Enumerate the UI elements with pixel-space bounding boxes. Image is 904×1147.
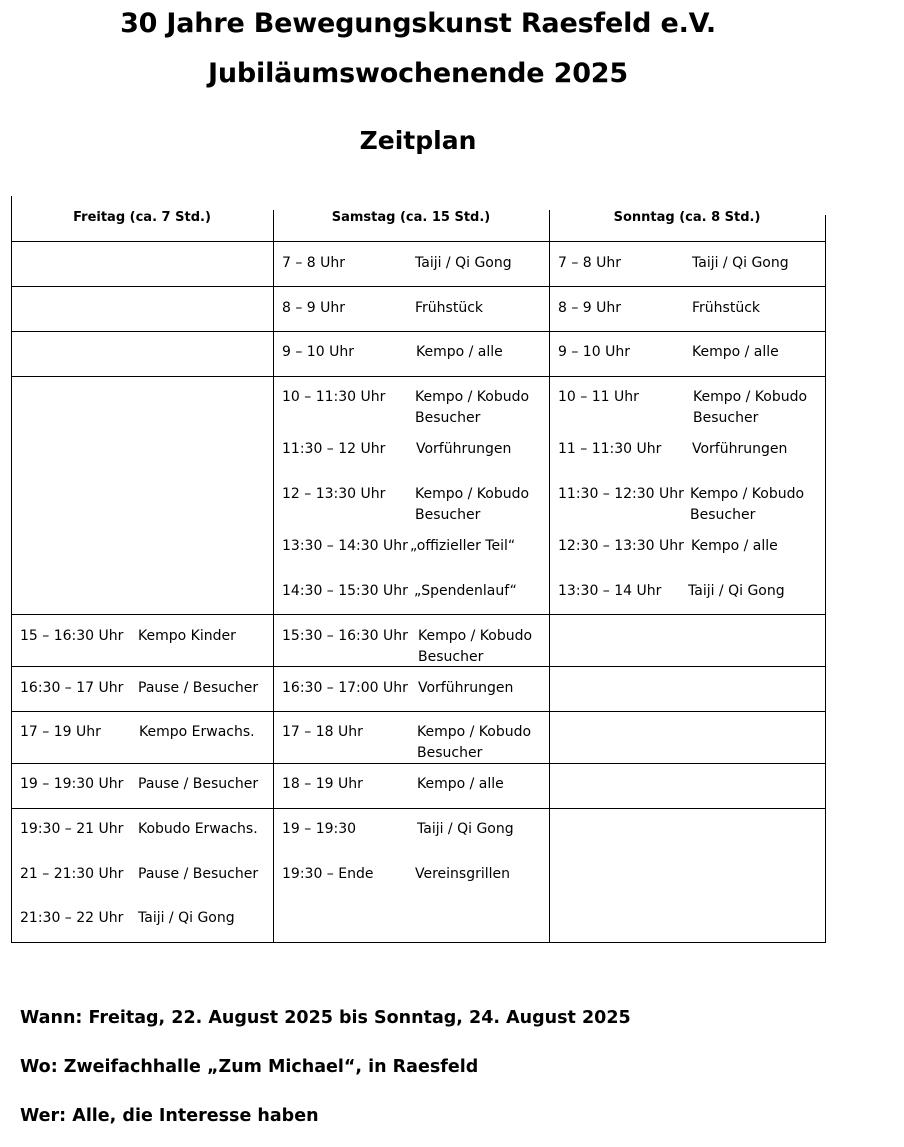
row-divider bbox=[11, 711, 826, 712]
saturday-activity: Kempo / Kobudo Besucher bbox=[415, 389, 530, 426]
saturday-activity: Vorführungen bbox=[418, 680, 514, 696]
info-when: Wann: Freitag, 22. August 2025 bis Sonntag, 24. August 2025 bbox=[20, 1008, 631, 1028]
sunday-time: 9 – 10 Uhr bbox=[558, 344, 630, 360]
schedule-table bbox=[11, 196, 826, 943]
saturday-activity: „Spendenlauf“ bbox=[414, 583, 517, 599]
saturday-activity: Kempo / Kobudo Besucher bbox=[415, 486, 530, 523]
friday-time: 21 – 21:30 Uhr bbox=[20, 866, 124, 882]
friday-activity: Pause / Besucher bbox=[138, 776, 259, 792]
saturday-time: 19 – 19:30 bbox=[282, 821, 357, 837]
table-border-left bbox=[11, 196, 12, 943]
saturday-time: 12 – 13:30 Uhr bbox=[282, 486, 386, 502]
saturday-time: 16:30 – 17:00 Uhr bbox=[282, 680, 408, 696]
friday-activity: Taiji / Qi Gong bbox=[138, 910, 235, 926]
column-header-friday: Freitag (ca. 7 Std.) bbox=[73, 210, 211, 225]
saturday-activity: „offizieller Teil“ bbox=[410, 538, 516, 554]
friday-time: 15 – 16:30 Uhr bbox=[20, 628, 124, 644]
row-divider bbox=[11, 376, 826, 377]
saturday-time: 8 – 9 Uhr bbox=[282, 300, 346, 316]
sunday-activity: Taiji / Qi Gong bbox=[688, 583, 785, 599]
sunday-activity: Taiji / Qi Gong bbox=[692, 255, 789, 271]
column-divider-2 bbox=[549, 210, 550, 943]
column-header-saturday: Samstag (ca. 15 Std.) bbox=[331, 210, 491, 225]
saturday-activity: Frühstück bbox=[415, 300, 483, 316]
saturday-activity: Vorführungen bbox=[416, 441, 512, 457]
sunday-time: 8 – 9 Uhr bbox=[558, 300, 622, 316]
info-who: Wer: Alle, die Interesse haben bbox=[20, 1106, 319, 1126]
table-border-right bbox=[825, 215, 826, 943]
sunday-time: 13:30 – 14 Uhr bbox=[558, 583, 662, 599]
table-border-bottom bbox=[11, 942, 826, 943]
sunday-activity: Kempo / Kobudo Besucher bbox=[690, 486, 805, 523]
saturday-time: 13:30 – 14:30 Uhr bbox=[282, 538, 408, 554]
sunday-time: 12:30 – 13:30 Uhr bbox=[558, 538, 684, 554]
sunday-activity: Frühstück bbox=[692, 300, 760, 316]
row-divider bbox=[11, 808, 826, 809]
friday-activity: Pause / Besucher bbox=[138, 866, 259, 882]
saturday-activity: Kempo / Kobudo Besucher bbox=[418, 628, 533, 665]
friday-time: 19 – 19:30 Uhr bbox=[20, 776, 124, 792]
row-divider bbox=[11, 286, 826, 287]
saturday-time: 18 – 19 Uhr bbox=[282, 776, 363, 792]
title-line-1: 30 Jahre Bewegungskunst Raesfeld e.V. bbox=[120, 8, 716, 39]
row-divider bbox=[11, 614, 826, 615]
sunday-activity: Kempo / alle bbox=[692, 344, 779, 360]
friday-activity: Kempo Kinder bbox=[138, 628, 236, 644]
saturday-activity: Taiji / Qi Gong bbox=[415, 255, 512, 271]
info-where: Wo: Zweifachhalle „Zum Michael“, in Raesfeld bbox=[20, 1057, 479, 1077]
row-divider bbox=[11, 331, 826, 332]
column-divider-1 bbox=[273, 210, 274, 943]
subtitle: Zeitplan bbox=[359, 126, 477, 155]
saturday-activity: Kempo / Kobudo Besucher bbox=[417, 724, 532, 761]
row-divider bbox=[11, 241, 826, 242]
saturday-time: 11:30 – 12 Uhr bbox=[282, 441, 386, 457]
friday-time: 21:30 – 22 Uhr bbox=[20, 910, 124, 926]
saturday-activity: Taiji / Qi Gong bbox=[417, 821, 514, 837]
sunday-activity: Vorführungen bbox=[692, 441, 788, 457]
sunday-time: 11:30 – 12:30 Uhr bbox=[558, 486, 684, 502]
saturday-time: 19:30 – Ende bbox=[282, 866, 374, 882]
sunday-time: 10 – 11 Uhr bbox=[558, 389, 639, 405]
title-line-2: Jubiläumswochenende 2025 bbox=[208, 58, 628, 89]
saturday-time: 7 – 8 Uhr bbox=[282, 255, 346, 271]
friday-activity: Kempo Erwachs. bbox=[139, 724, 255, 740]
saturday-time: 17 – 18 Uhr bbox=[282, 724, 363, 740]
sunday-activity: Kempo / Kobudo Besucher bbox=[693, 389, 808, 426]
saturday-activity: Kempo / alle bbox=[417, 776, 504, 792]
saturday-time: 10 – 11:30 Uhr bbox=[282, 389, 386, 405]
friday-time: 19:30 – 21 Uhr bbox=[20, 821, 124, 837]
sunday-time: 11 – 11:30 Uhr bbox=[558, 441, 662, 457]
friday-activity: Pause / Besucher bbox=[138, 680, 259, 696]
friday-time: 16:30 – 17 Uhr bbox=[20, 680, 124, 696]
sunday-activity: Kempo / alle bbox=[691, 538, 778, 554]
column-header-sunday: Sonntag (ca. 8 Std.) bbox=[613, 210, 761, 225]
sunday-time: 7 – 8 Uhr bbox=[558, 255, 622, 271]
saturday-time: 9 – 10 Uhr bbox=[282, 344, 354, 360]
saturday-activity: Kempo / alle bbox=[416, 344, 503, 360]
saturday-time: 14:30 – 15:30 Uhr bbox=[282, 583, 408, 599]
friday-activity: Kobudo Erwachs. bbox=[138, 821, 258, 837]
friday-time: 17 – 19 Uhr bbox=[20, 724, 101, 740]
saturday-time: 15:30 – 16:30 Uhr bbox=[282, 628, 408, 644]
saturday-activity: Vereinsgrillen bbox=[415, 866, 511, 882]
